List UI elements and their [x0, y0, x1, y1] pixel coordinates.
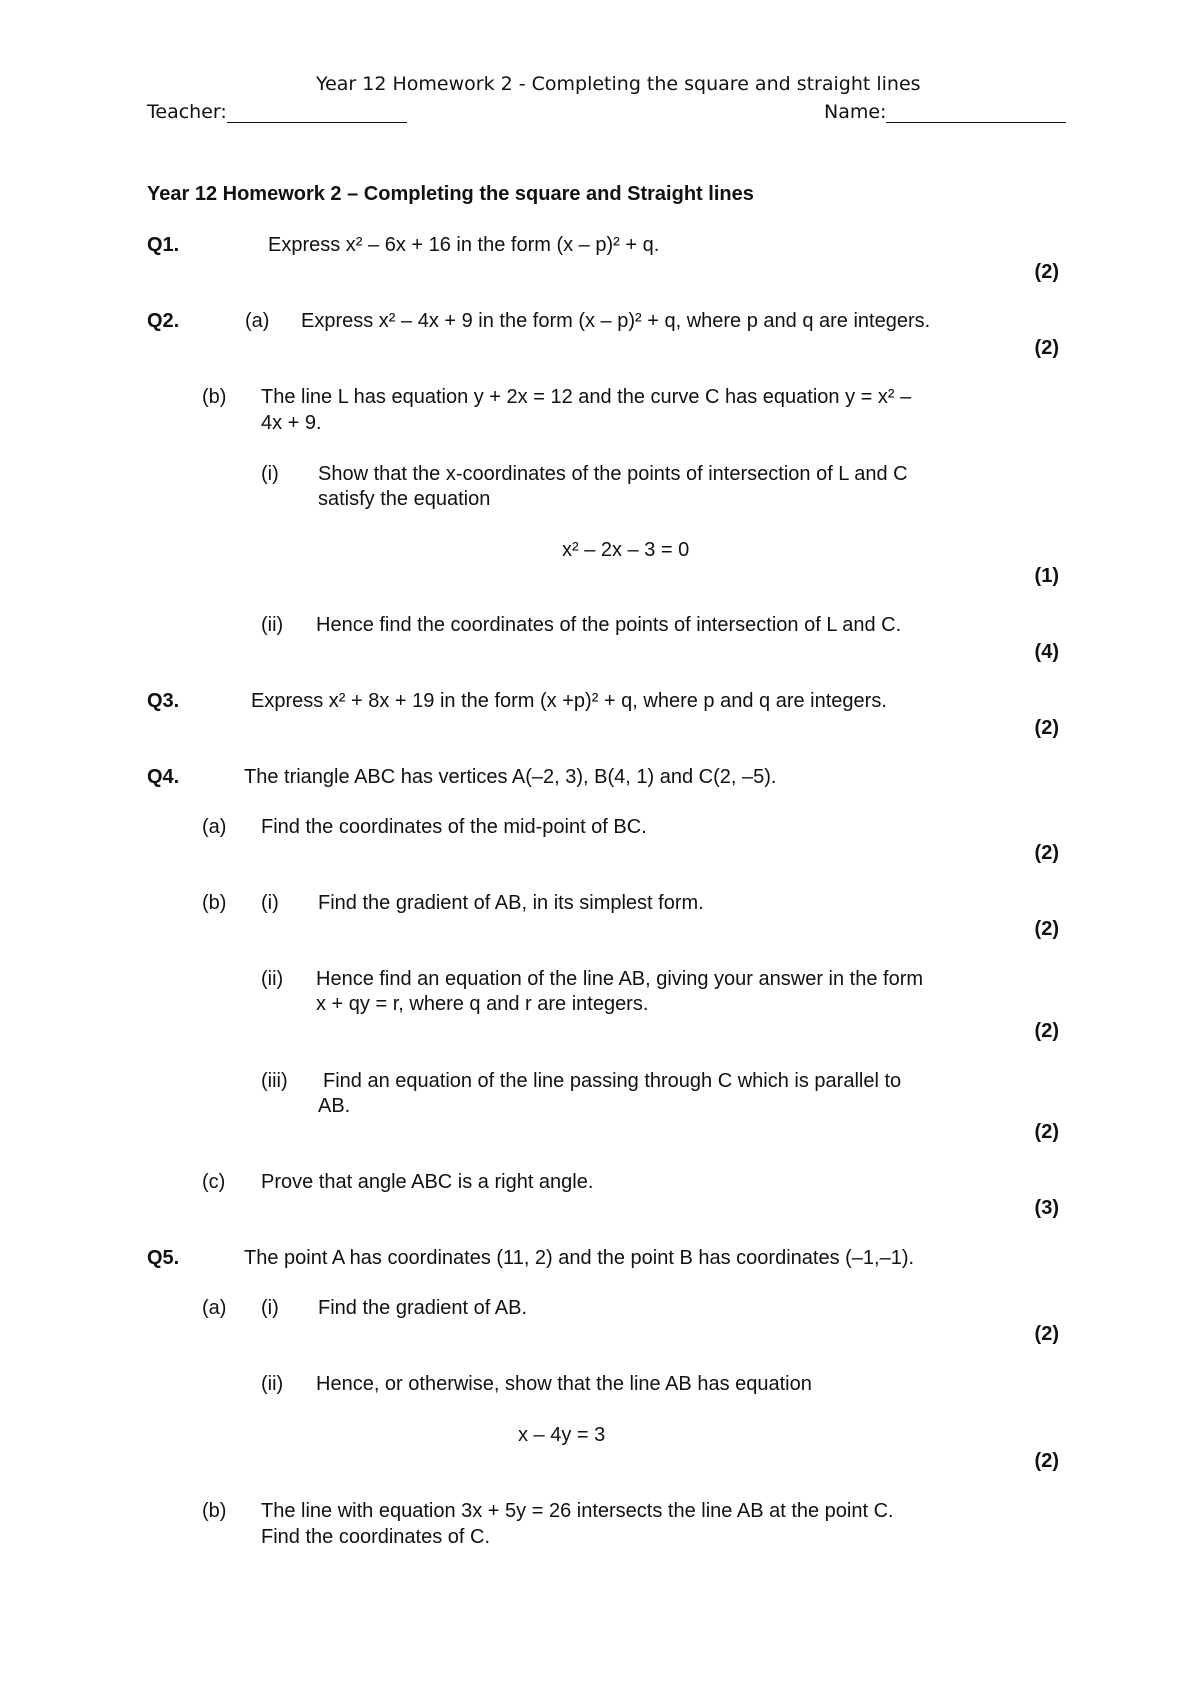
q3-number: Q3.	[147, 690, 180, 712]
q2-number: Q2.	[147, 310, 180, 332]
name-blank-line	[886, 102, 1066, 123]
q4c-text: Prove that angle ABC is a right angle.	[261, 1171, 594, 1193]
q2bii-text: Hence find the coordinates of the points of intersection of L and C.	[316, 614, 902, 636]
q4biii-label: (iii)	[261, 1070, 288, 1092]
q2bi-equation: x² – 2x – 3 = 0	[562, 539, 690, 561]
q4bii-label: (ii)	[261, 968, 284, 990]
q5b-label: (b)	[202, 1500, 227, 1522]
q5-text: The point A has coordinates (11, 2) and the point B has coordinates (–1,–1).	[244, 1247, 915, 1269]
header-title: Year 12 Homework 2 - Completing the square and straight lines	[316, 73, 921, 95]
q2a-text: Express x² – 4x + 9 in the form (x – p)² + q, where p and q are integers.	[301, 310, 931, 332]
q2bi-label: (i)	[261, 463, 279, 485]
q4biii-text-line2: AB.	[318, 1095, 351, 1117]
q1-marks: (2)	[1034, 261, 1059, 283]
q4c-label: (c)	[202, 1171, 226, 1193]
q2bi-text-line1: Show that the x-coordinates of the points of intersection of L and C	[318, 463, 908, 485]
teacher-field	[147, 101, 407, 123]
q4-text: The triangle ABC has vertices A(–2, 3), B(4, 1) and C(2, –5).	[244, 766, 777, 788]
q2b-text-line2: 4x + 9.	[261, 412, 322, 434]
q4biii-text-line1: Find an equation of the line passing through C which is parallel to	[323, 1070, 902, 1092]
q5aii-label: (ii)	[261, 1373, 284, 1395]
q5ai-label: (i)	[261, 1297, 279, 1319]
q4-number: Q4.	[147, 766, 180, 788]
q2b-text-line1: The line L has equation y + 2x = 12 and the curve C has equation y = x² –	[261, 386, 912, 408]
q4bii-marks: (2)	[1034, 1020, 1059, 1042]
q4bii-text-line2: x + qy = r, where q and r are integers.	[316, 993, 649, 1015]
q2bii-label: (ii)	[261, 614, 284, 636]
q4a-text: Find the coordinates of the mid-point of BC.	[261, 816, 647, 838]
q4bii-text-line1: Hence find an equation of the line AB, giving your answer in the form	[316, 968, 924, 990]
q3-marks: (2)	[1034, 717, 1059, 739]
q4bi-text: Find the gradient of AB, in its simplest form.	[318, 892, 704, 914]
q5ai-marks: (2)	[1034, 1323, 1059, 1345]
q5a-label: (a)	[202, 1297, 227, 1319]
q5aii-equation: x – 4y = 3	[518, 1424, 606, 1446]
q5b-text-line2: Find the coordinates of C.	[261, 1526, 491, 1548]
q2bi-marks: (1)	[1034, 565, 1059, 587]
teacher-label: Teacher:	[147, 101, 227, 123]
q4bi-marks: (2)	[1034, 918, 1059, 940]
q4c-marks: (3)	[1034, 1197, 1059, 1219]
q5-number: Q5.	[147, 1247, 180, 1269]
q2b-label: (b)	[202, 386, 227, 408]
name-label: Name:	[824, 101, 887, 123]
q1-number: Q1.	[147, 234, 180, 256]
q1-text: Express x² – 6x + 16 in the form (x – p)² + q.	[268, 234, 660, 256]
q3-text: Express x² + 8x + 19 in the form (x +p)² + q, where p and q are integers.	[251, 690, 887, 712]
q2bi-text-line2: satisfy the equation	[318, 488, 491, 510]
q4biii-marks: (2)	[1034, 1121, 1059, 1143]
q2a-marks: (2)	[1034, 337, 1059, 359]
q5ai-text: Find the gradient of AB.	[318, 1297, 528, 1319]
q5aii-text: Hence, or otherwise, show that the line AB has equation	[316, 1373, 812, 1395]
q4a-label: (a)	[202, 816, 227, 838]
q4bi-label: (i)	[261, 892, 279, 914]
q4b-label: (b)	[202, 892, 227, 914]
q4a-marks: (2)	[1034, 842, 1059, 864]
document-title: Year 12 Homework 2 – Completing the square and Straight lines	[147, 183, 754, 205]
q5b-text-line1: The line with equation 3x + 5y = 26 intersects the line AB at the point C.	[261, 1500, 894, 1522]
q2bii-marks: (4)	[1034, 641, 1059, 663]
q2a-label: (a)	[245, 310, 270, 332]
name-field	[824, 101, 1066, 123]
q5aii-marks: (2)	[1034, 1450, 1059, 1472]
teacher-blank-line	[227, 102, 407, 123]
